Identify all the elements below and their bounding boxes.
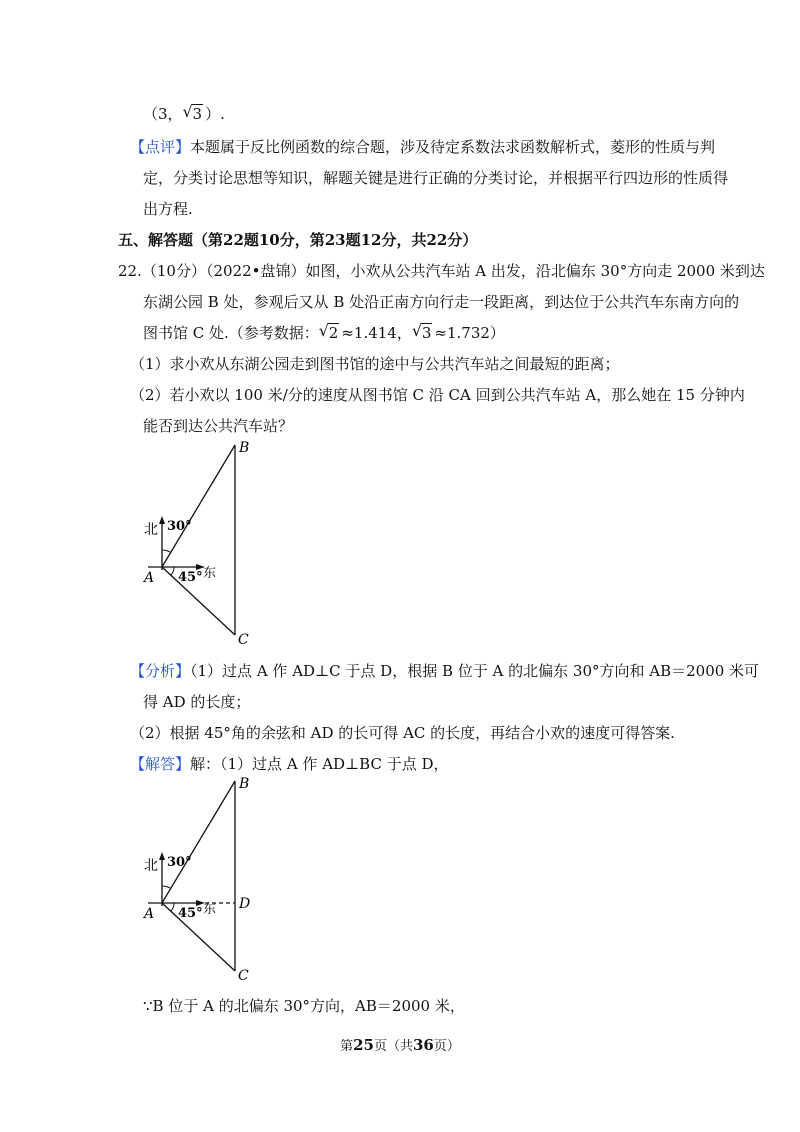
comment-line-3: 出方程. [143,200,193,218]
label-north: 北 [144,858,158,874]
radicand: 3 [192,105,203,123]
question-part-1: （1）求小欢从东湖公园走到图书馆的途中与公共汽车站之间最短的距离； [130,355,620,373]
north-arrow-icon [159,516,165,524]
radicand: 2 [328,324,339,342]
label-angle-45: 45° [178,570,203,585]
comment-text: 本题属于反比例函数的综合题，涉及待定系数法求函数解析式，菱形的性质与判 [190,138,716,156]
angle-arc-east [171,567,174,575]
page-number: 25 [353,1036,374,1054]
label-c: C [238,968,249,983]
label-a: A [144,570,155,586]
analysis-line-3: （2）根据 45°角的余弦和 AD 的长可得 AC 的长度，再结合小欢的速度可得答案. [130,724,675,742]
approx-value: ≈1.732） [434,324,505,342]
label-east: 东 [203,566,217,581]
label-north: 北 [144,522,158,538]
analysis-tag: 【分析】 [130,662,191,680]
analysis-line-1 [130,661,759,681]
page-total: 36 [413,1036,434,1054]
solution-text: 解：（1）过点 A 作 AD⊥BC 于点 D， [190,755,449,773]
angle-arc-north [162,550,170,552]
footer-suffix: 页） [433,1039,460,1054]
label-d: D [239,896,251,912]
label-angle-45: 45° [178,906,203,921]
question-line-2: 东湖公园 B 处，参观后又从 B 处沿正南方向行走一段距离，到达位于公共汽车东南方向的 [143,293,740,311]
label-b: B [239,440,250,456]
solution-line-2: ∵B 位于 A 的北偏东 30°方向，AB＝2000 米， [143,997,465,1015]
approx-value: ≈1.414， [341,324,412,342]
label-c: C [238,632,249,647]
footer-prefix: 第 [340,1039,354,1054]
geometry-figure-2 [130,768,280,983]
sqrt-three: √ 3 [182,102,203,123]
question-line-3 [143,323,505,343]
comment-line-2: 定，分类讨论思想等知识，解题关键是进行正确的分类讨论，并根据平行四边形的性质得 [143,169,729,187]
label-a: A [144,906,155,922]
sqrt-two: √ 2 [318,321,339,342]
section-heading: 五、解答题（第22题10分，第23题12分，共22分） [118,231,478,249]
question-line-1: 22.（10分）（2022•盘锦）如图，小欢从公共汽车站 A 出发，沿北偏东 30°方向走 2000 米到达 [118,262,765,280]
label-east: 东 [203,902,217,917]
label-angle-30: 30° [167,855,192,870]
question-part-2-line-1: （2）若小欢以 100 米/分的速度从图书馆 C 沿 CA 回到公共汽车站 A，那么她在 15 分钟内 [130,386,745,404]
label-b: B [239,776,250,792]
angle-arc-east [171,903,174,911]
analysis-text: （1）过点 A 作 AD⊥C 于点 D，根据 B 位于 A 的北偏东 30°方向和 AB＝2000 米可 [190,662,760,680]
reference-prefix: 图书馆 C 处.（参考数据： [143,324,319,342]
sqrt-three: √ 3 [411,321,432,342]
angle-arc-north [162,886,170,888]
analysis-line-2: 得 AD 的长度； [143,693,251,711]
segment-ab [162,445,235,567]
comment-tag: 【点评】 [130,138,191,156]
question-part-2-line-2: 能否到达公共汽车站？ [143,417,294,435]
answer-prefix: （3， [143,105,183,123]
radicand: 3 [421,324,432,342]
page-footer [0,1035,800,1054]
footer-middle: 页（共 [373,1039,413,1054]
geometry-figure-1 [130,432,270,647]
comment-line-1 [130,137,715,157]
previous-answer [143,104,225,124]
answer-suffix: ）. [205,105,225,123]
north-arrow-icon [159,852,165,860]
segment-ab [162,781,235,903]
solution-tag: 【解答】 [130,755,191,773]
label-angle-30: 30° [167,519,192,534]
